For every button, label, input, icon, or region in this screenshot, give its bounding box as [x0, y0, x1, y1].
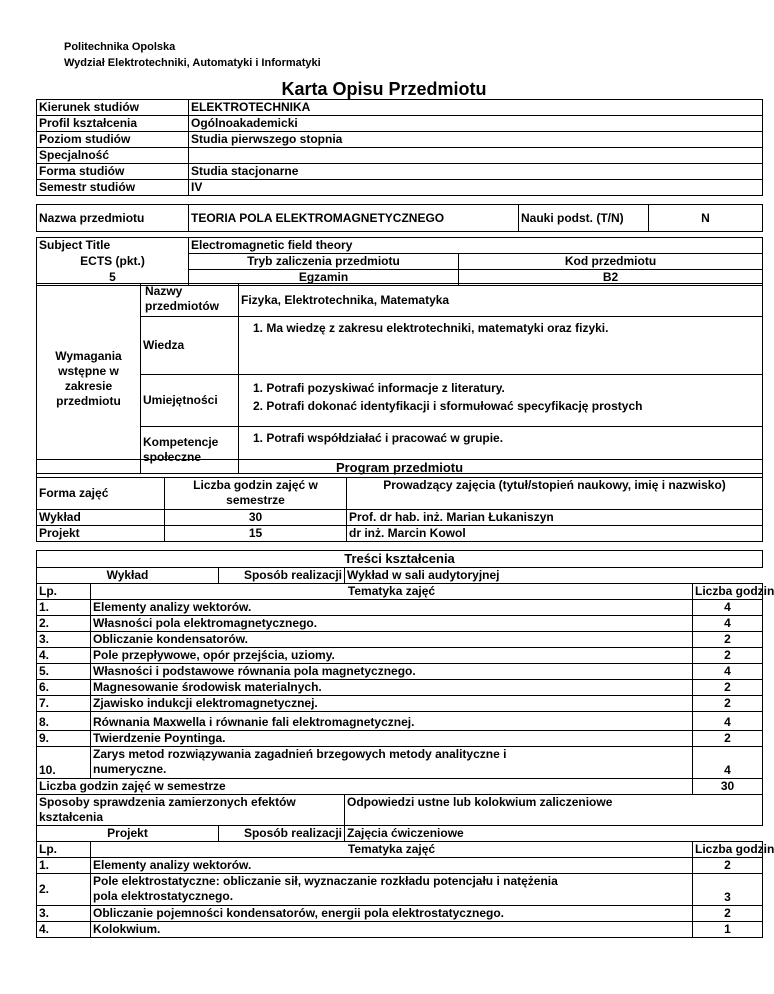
program-row-teacher: dr inż. Marcin Kowol [347, 526, 763, 542]
subjects-label: Nazwy przedmiotów [141, 284, 239, 317]
basic-science-value: N [649, 205, 763, 232]
faculty-name: Wydział Elektrotechniki, Automatyki i Informatyki [64, 57, 321, 69]
program-col-hours: Liczba godzin zajęć w semestrze [165, 478, 347, 510]
project-hours: 2 [693, 858, 763, 874]
program-row-form: Wykład [37, 510, 165, 526]
program-col-teacher: Prowadzący zajęcia (tytuł/stopień naukowy, imię i nazwisko) [347, 478, 763, 510]
lecture-col-hours: Liczba godzin [693, 584, 763, 600]
lecture-topic-cell [91, 747, 693, 779]
skills-cell: 1. Potrafi pozyskiwać informacje z literatury. 2. Potrafi dokonać identyfikacji i sformułować specyfikację prostych [239, 375, 763, 427]
project-method: Zajęcia ćwiczeniowe [345, 826, 763, 842]
lecture-hours: 4 [693, 664, 763, 680]
lecture-topic: Elementy analizy wektorów. [91, 600, 693, 616]
info-label: Forma studiów [37, 164, 189, 180]
lecture-col-topic: Tematyka zajęć [91, 584, 693, 600]
project-name: Projekt [37, 826, 219, 842]
social-item: Potrafi współdziałać i pracować w grupie. [266, 431, 504, 445]
info-value: Studia stacjonarne [189, 164, 763, 180]
lecture-topic: numeryczne. [93, 762, 167, 776]
info-value: ELEKTROTECHNIKA [189, 100, 763, 116]
knowledge-cell: 1. Ma wiedzę z zakresu elektrotechniki, matematyki oraz fizyki. [239, 317, 763, 375]
lecture-hours: 2 [693, 632, 763, 648]
project-topic: pola elektrostatycznego. [93, 889, 234, 903]
social-label: Kompetencje społeczne [141, 427, 239, 474]
project-topic: Obliczanie pojemności kondensatorów, energii pola elektrostatycznego. [91, 906, 693, 922]
skills-item: Potrafi dokonać identyfikacji i sformułować specyfikację prostych [266, 399, 643, 413]
content-title: Treści kształcenia [37, 551, 763, 568]
lecture-topic: Zarys metod rozwiązywania zagadnień brzegowych metody analityczne i [93, 747, 507, 761]
program-title: Program przedmiotu [37, 460, 763, 478]
program-row-form: Projekt [37, 526, 165, 542]
lecture-lp: 2. [37, 616, 91, 632]
subject-details-table [36, 237, 763, 286]
info-label: Poziom studiów [37, 132, 189, 148]
mode-label: Tryb zaliczenia przedmiotu [189, 254, 459, 270]
lecture-col-lp: Lp. [37, 584, 91, 600]
lecture-hours: 4 [693, 747, 763, 779]
lecture-topic: Równania Maxwella i równanie fali elektromagnetycznej. [91, 712, 693, 731]
lecture-name: Wykład [37, 568, 219, 584]
code-label: Kod przedmiotu [459, 254, 763, 270]
lecture-lp: 3. [37, 632, 91, 648]
lecture-lp: 1. [37, 600, 91, 616]
subjects-value: Fizyka, Elektrotechnika, Matematyka [239, 284, 763, 317]
lecture-topic: Pole przepływowe, opór przejścia, uziomy. [91, 648, 693, 664]
subject-name: TEORIA POLA ELEKTROMAGNETYCZNEGO [189, 205, 519, 232]
subject-title-label: Subject Title [37, 238, 189, 254]
project-hours: 3 [693, 874, 763, 906]
info-label: Kierunek studiów [37, 100, 189, 116]
project-topic-cell [91, 874, 693, 906]
lecture-hours: 2 [693, 731, 763, 747]
university-name: Politechnika Opolska [64, 41, 176, 53]
verify-value: Odpowiedzi ustne lub kolokwium zaliczeniowe [345, 795, 763, 826]
social-cell: 1. Potrafi współdziałać i pracować w grupie. [239, 427, 763, 474]
ects-value: 5 [37, 270, 189, 286]
knowledge-label: Wiedza [141, 317, 239, 375]
lecture-method: Wykład w sali audytoryjnej [345, 568, 763, 584]
lecture-hours: 4 [693, 600, 763, 616]
project-lp: 1. [37, 858, 91, 874]
program-table [36, 459, 763, 542]
project-lp: 2. [37, 874, 91, 906]
verify-label: Sposoby sprawdzenia zamierzonych efektów kształcenia [37, 795, 345, 826]
info-value [189, 148, 763, 164]
subject-name-table [36, 204, 763, 232]
page-title: Karta Opisu Przedmiotu [281, 79, 487, 99]
study-info-table [36, 99, 763, 196]
lecture-lp: 6. [37, 680, 91, 696]
skills-label: Umiejętności [141, 375, 239, 427]
project-lp: 3. [37, 906, 91, 922]
info-value: Studia pierwszego stopnia [189, 132, 763, 148]
lecture-topic: Obliczanie kondensatorów. [91, 632, 693, 648]
ects-label: ECTS (pkt.) [37, 254, 189, 270]
lecture-lp: 5. [37, 664, 91, 680]
lecture-lp: 10. [37, 747, 91, 779]
info-value: Ogólnoakademicki [189, 116, 763, 132]
info-value: IV [189, 180, 763, 196]
subject-name-label: Nazwa przedmiotu [37, 205, 189, 232]
requirements-table [36, 283, 763, 474]
project-col-topic: Tematyka zajęć [91, 842, 693, 858]
lecture-lp: 7. [37, 696, 91, 712]
mode-value: Egzamin [189, 270, 459, 286]
lecture-hours: 4 [693, 712, 763, 731]
project-col-lp: Lp. [37, 842, 91, 858]
project-topic: Pole elektrostatyczne: obliczanie sił, wyznaczanie rozkładu potencjału i natężenia [93, 874, 558, 888]
lecture-hours: 2 [693, 680, 763, 696]
program-col-form: Forma zajęć [37, 478, 165, 510]
knowledge-item: Ma wiedzę z zakresu elektrotechniki, matematyki oraz fizyki. [266, 321, 609, 335]
project-hours: 2 [693, 906, 763, 922]
program-row-teacher: Prof. dr hab. inż. Marian Łukaniszyn [347, 510, 763, 526]
project-topic: Elementy analizy wektorów. [91, 858, 693, 874]
lecture-topic: Własności pola elektromagnetycznego. [91, 616, 693, 632]
info-label: Semestr studiów [37, 180, 189, 196]
subject-title: Electromagnetic field theory [189, 238, 763, 254]
code-value: B2 [459, 270, 763, 286]
requirements-label: Wymagania wstępne w zakresie przedmiotu [37, 284, 141, 474]
lecture-topic: Twierdzenie Poyntinga. [91, 731, 693, 747]
lecture-lp: 8. [37, 712, 91, 731]
basic-science-label: Nauki podst. (T/N) [519, 205, 649, 232]
info-label: Specjalność [37, 148, 189, 164]
lecture-lp: 9. [37, 731, 91, 747]
lecture-method-label: Sposób realizacji [219, 568, 345, 584]
lecture-topic: Zjawisko indukcji elektromagnetycznej. [91, 696, 693, 712]
lecture-total: 30 [693, 779, 763, 795]
lecture-topic: Własności i podstawowe równania pola magnetycznego. [91, 664, 693, 680]
lecture-hours: 4 [693, 616, 763, 632]
lecture-hours: 2 [693, 648, 763, 664]
program-row-hours: 30 [165, 510, 347, 526]
lecture-lp: 4. [37, 648, 91, 664]
lecture-topic: Magnesowanie środowisk materialnych. [91, 680, 693, 696]
program-row-hours: 15 [165, 526, 347, 542]
skills-item: Potrafi pozyskiwać informacje z literatury. [266, 381, 505, 395]
project-col-hours: Liczba godzin [693, 842, 763, 858]
info-label: Profil kształcenia [37, 116, 189, 132]
lecture-hours: 2 [693, 696, 763, 712]
project-method-label: Sposób realizacji [219, 826, 345, 842]
project-topic: Kolokwium. [91, 922, 693, 938]
lecture-table [36, 550, 774, 938]
lecture-total-label: Liczba godzin zajęć w semestrze [37, 779, 693, 795]
project-hours: 1 [693, 922, 763, 938]
project-lp: 4. [37, 922, 91, 938]
